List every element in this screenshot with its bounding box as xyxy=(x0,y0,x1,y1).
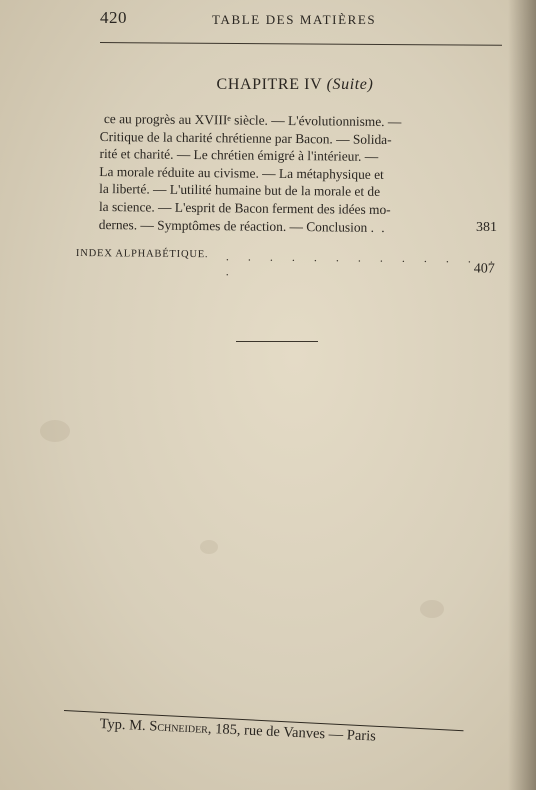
section-divider xyxy=(236,341,318,342)
page-number: 420 xyxy=(100,8,127,27)
printer-imprint xyxy=(99,716,376,746)
summary-line: dernes. — Symptômes de réaction. — Conclusion xyxy=(98,216,368,235)
dot-leader: . . . . . . . . . . . . . . xyxy=(225,249,501,279)
page-header xyxy=(0,6,536,32)
summary-line: la liberté. — L'utilité humaine but de la morale et de xyxy=(99,181,381,200)
summary-line: La morale réduite au civisme. — La métaphysique et xyxy=(99,163,384,182)
header-rule xyxy=(100,42,502,46)
chapter-heading xyxy=(0,76,536,94)
page-reference: 381 xyxy=(476,220,497,235)
paper-stain xyxy=(200,540,218,554)
chapter-title: CHAPITRE IV xyxy=(216,76,322,93)
index-page-reference: 407 xyxy=(473,261,495,277)
summary-line: Critique de la charité chrétienne par Bacon. — Solida- xyxy=(99,128,392,147)
summary-line: ce au progrès au XVIIIᵉ siècle. — L'évolutionnisme. — xyxy=(103,111,402,130)
imprint-prefix: Typ. M. xyxy=(99,716,150,735)
page-spine-shadow xyxy=(508,0,536,790)
summary-line: rité et charité. — Le chrétien émigré à l'intérieur. — xyxy=(99,146,379,165)
summary-line-last xyxy=(99,216,471,237)
summary-line: la science. — L'esprit de Bacon ferment des idées mo- xyxy=(98,198,391,218)
printer-name: Schneider xyxy=(148,718,209,737)
paper-stain xyxy=(40,420,70,442)
dot-leader: . . xyxy=(370,219,387,235)
chapter-summary xyxy=(99,110,472,237)
running-title: TABLE DES MATIÈRES xyxy=(212,12,377,27)
index-label: INDEX ALPHABÉTIQUE. xyxy=(75,247,209,261)
chapter-suite: (Suite) xyxy=(326,76,374,93)
paper-stain xyxy=(420,600,444,618)
printer-address: , 185, rue de Vanves — Paris xyxy=(207,720,377,745)
index-entry xyxy=(75,246,506,279)
